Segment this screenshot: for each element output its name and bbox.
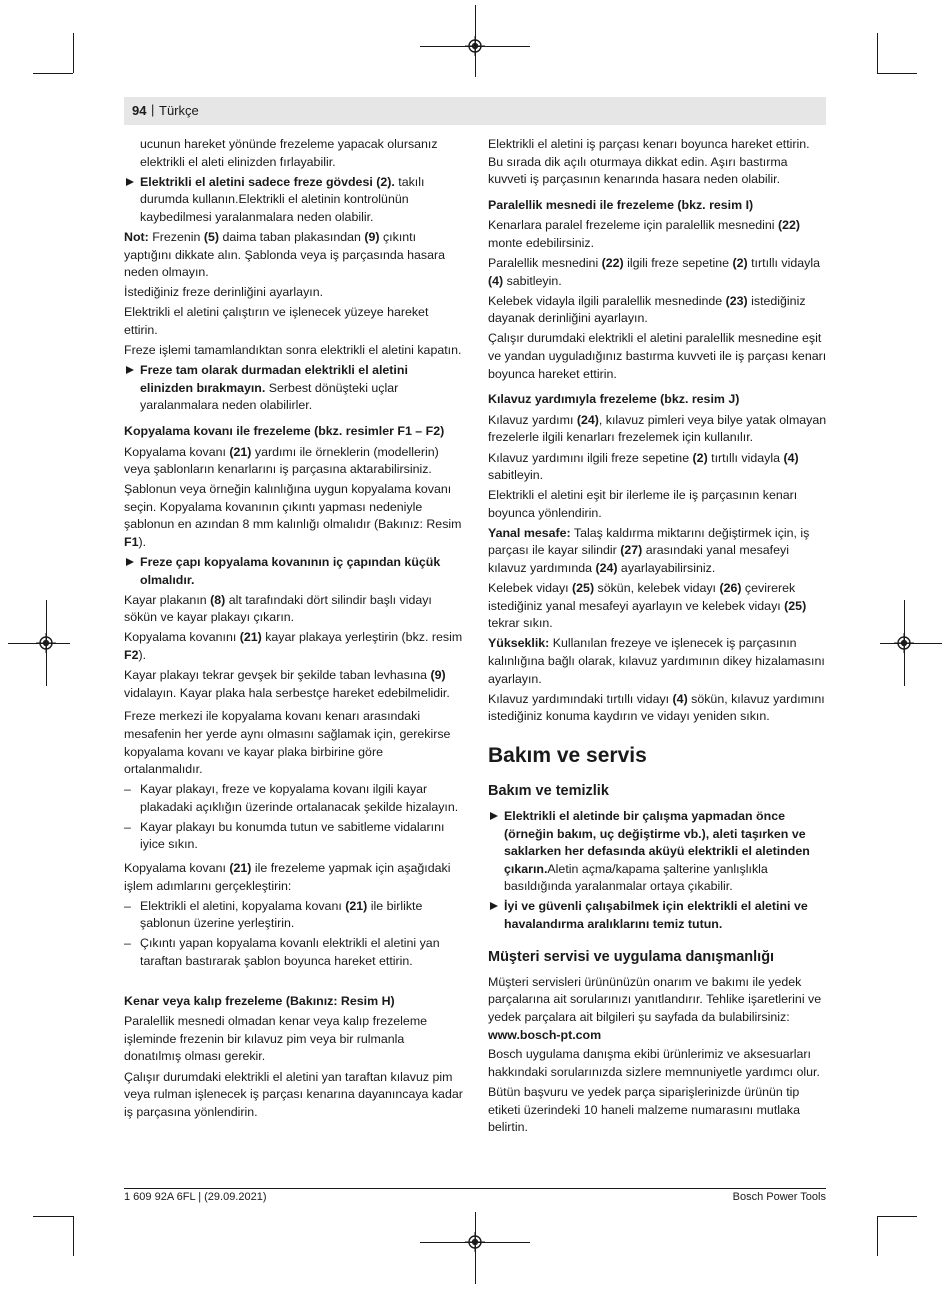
ref: (2) xyxy=(692,450,708,465)
paragraph xyxy=(488,580,828,633)
text: , kılavuz pimleri veya bilye yatak olmayan frezelerle ilgili kenarları frezelemek için kullanılır. xyxy=(488,412,827,445)
text: ). xyxy=(138,534,147,549)
subsection-heading: Müşteri servisi ve uygulama danışmanlığı xyxy=(488,948,775,965)
ref: (5) xyxy=(203,229,220,244)
paragraph: Müşteri servisleri ürününüzün onarım ve bakımı ile yedek parçalarına ait sorularınızı yanıtlandırır. Tehlike işaretlerini ve yedek parçalara ait bilgileri şu sayfada da bulabilirsiniz: xyxy=(488,974,822,1024)
dash-list-item: – Kayar plakayı bu konumda tutun ve sabitleme vidalarını iyice sıkın. xyxy=(124,819,464,854)
paragraph xyxy=(124,592,464,627)
text: kayar plakaya yerleştirin (bkz. resim xyxy=(261,630,463,645)
text: Talaş kaldırma miktarını değiştirmek için, iş parçası ile kayar silindir xyxy=(488,525,810,558)
warning-bullet xyxy=(124,362,464,415)
registration-line xyxy=(475,1212,476,1284)
ref: (9) xyxy=(364,229,380,244)
warning-bullet xyxy=(124,554,464,589)
section-heading: Paralellik mesnedi ile frezeleme (bkz. resim I) xyxy=(488,197,754,212)
ref: F1 xyxy=(124,534,139,549)
paragraph: ucunun hareket yönünde frezeleme yapacak olursanız elektrikli el aleti elinizden fırlayabilir. xyxy=(140,137,438,169)
crop-mark xyxy=(73,33,74,73)
text: Paralellik mesnedini xyxy=(488,256,602,271)
paragraph xyxy=(488,217,828,252)
text: Şablonun veya örneğin kalınlığına uygun kopyalama kovanı seçin. Kopyalama kovanının çıkıntı yapması nedeniyle şablonun en azından 8 mm kalınlığı olmalıdır (Bakınız: Resim xyxy=(124,482,462,532)
paragraph: Freze işlemi tamamlandıktan sonra elektrikli el aletini kapatın. xyxy=(124,343,462,358)
paragraph: Bütün başvuru ve yedek parça siparişlerinizde ürünün tip etiketi üzerindeki 10 haneli malzeme numarasını mutlaka belirtin. xyxy=(488,1085,800,1135)
crop-mark xyxy=(877,1216,878,1256)
paragraph: Freze merkezi ile kopyalama kovanı kenarı arasındaki mesafenin her yerde aynı olmasını sağlamak için, gerekirse kopyalama kovanı ve kayar plaka birbirine göre ortalanmalıdır. xyxy=(124,709,451,777)
text: alt tarafındaki dört silindir başlı vidayı sökün ve kayar plakayı çıkarın. xyxy=(124,592,432,625)
text: Aletin açma/kapama şalterine yanlışlıkla basıldığında yaralanmalar ortaya çıkabilir. xyxy=(504,861,768,894)
ref: (2) xyxy=(732,256,748,271)
header-language: Türkçe xyxy=(159,103,199,118)
url-text[interactable]: www.bosch-pt.com xyxy=(488,1027,602,1042)
paragraph: İstediğiniz freze derinliğini ayarlayın. xyxy=(124,285,324,300)
ref: (22) xyxy=(601,256,624,271)
crop-mark xyxy=(877,33,878,73)
crop-mark xyxy=(877,73,917,74)
bold-text: İyi ve güvenli çalışabilmek için elektrikli el aletini ve havalandırma aralıklarını temiz tutun. xyxy=(504,899,808,931)
ref: (21) xyxy=(229,861,252,876)
chapter-title: Bakım ve servis xyxy=(488,743,647,767)
ref: (8) xyxy=(210,592,226,607)
warning-bullet xyxy=(488,898,828,933)
header-separator: | xyxy=(151,102,155,117)
paragraph: Elektrikli el aletini çalıştırın ve işlenecek yüzeye hareket ettirin. xyxy=(124,305,429,337)
ref: (27) xyxy=(620,543,643,558)
bold-text: Freze çapı kopyalama kovanının iç çapından küçük olmalıdır. xyxy=(140,555,441,587)
warning-bullet xyxy=(124,174,464,227)
page-header xyxy=(124,97,826,125)
ref: (21) xyxy=(345,898,368,913)
paragraph: Paralellik mesnedi olmadan kenar veya kalıp frezeleme işleminde frezenin bir kılavuz pim veya bir rulmanla donatılmış olması gerekir. xyxy=(124,1014,428,1064)
text: Serbest dönüşteki uçlar yaralanmalara neden olabilirler. xyxy=(140,380,399,413)
text: Kopyalama kovanı xyxy=(124,861,230,876)
subsection-heading: Bakım ve temizlik xyxy=(488,782,609,799)
paragraph xyxy=(488,691,828,726)
text: çıkıntı yaptığını dikkate alın. Şablonda veya iş parçasında hasara neden olmayın. xyxy=(124,229,445,280)
text: Kılavuz yardımını ilgili freze sepetine xyxy=(488,450,693,465)
text: Kenarlara paralel frezeleme için paralellik mesnedini xyxy=(488,218,778,233)
text: tırtıllı vidayla xyxy=(707,450,784,465)
text: ile birlikte şablonun üzerine yerleştirin. xyxy=(140,898,423,931)
section-heading: Kılavuz yardımıyla frezeleme (bkz. resim J) xyxy=(488,392,740,407)
text: Kayar plakanın xyxy=(124,592,211,607)
paragraph xyxy=(124,444,464,479)
bold-text: Elektrikli el aletinde bir çalışma yapmadan önce (örneğin bakım, uç değiştirme vb.), aleti taşırken ve saklarken her defasında aküyü elektrikli el aletinden çıkarın. xyxy=(504,808,810,876)
ref: (23) xyxy=(725,293,748,308)
text: takılı durumda kullanın.Elektrikli el aletinin kontrolünün kaybedilmesi yaralanmalara neden olabilir. xyxy=(140,174,425,224)
paragraph: Elektrikli el aletini iş parçası kenarı boyunca hareket ettirin. Bu sırada dik açılı oturmaya dikkat edin. Aşırı bastırma kuvveti iş parçasının kenarında hasara neden olabilir. xyxy=(488,137,810,187)
crop-mark xyxy=(33,73,73,74)
crop-mark xyxy=(877,1216,917,1217)
registration-line xyxy=(880,643,942,644)
paragraph: Bosch uygulama danışma ekibi ürünlerimiz ve aksesuarları hakkındaki sorularınızda sizlere memnuniyetle yardımcı olur. xyxy=(488,1047,820,1080)
ref: (4) xyxy=(672,691,688,706)
text: ). xyxy=(138,648,147,663)
ref: (22) xyxy=(777,218,800,233)
text: sabitleyin. xyxy=(488,468,544,483)
note-label: Not: xyxy=(124,229,149,244)
ref: (24) xyxy=(595,561,618,576)
bold-text: Freze tam olarak durmadan elektrikli el aletini elinizden bırakmayın. xyxy=(140,363,408,395)
paragraph: Elektrikli el aletini eşit bir ilerleme ile iş parçasının kenarı boyunca yönlendirin. xyxy=(488,488,798,520)
dash-list-item: – Çıkıntı yapan kopyalama kovanlı elektrikli el aletini yan taraftan bastırarak şablon boyunca hareket ettirin. xyxy=(124,935,464,970)
text: Kılavuz yardımı xyxy=(488,412,577,427)
text: Kelebek vidayı xyxy=(488,581,573,596)
label: Yükseklik: xyxy=(488,636,550,651)
warning-bullet xyxy=(488,808,828,896)
dash-list-item xyxy=(124,898,464,933)
paragraph xyxy=(488,412,828,447)
text: sabitleyin. xyxy=(503,273,562,288)
paragraph xyxy=(488,450,828,485)
section-heading: Kenar veya kalıp frezeleme (Bakınız: Resim H) xyxy=(124,993,395,1008)
registration-line xyxy=(8,643,70,644)
crop-mark xyxy=(33,1216,73,1217)
text: ilgili freze sepetine xyxy=(623,256,733,271)
text: daima taban plakasından xyxy=(219,229,365,244)
text: tırtıllı vidayla xyxy=(747,256,820,271)
note-paragraph xyxy=(124,229,464,282)
ref: (24) xyxy=(576,412,599,427)
text: monte edebilirsiniz. xyxy=(488,235,595,250)
text: Kopyalama kovanını xyxy=(124,630,240,645)
paragraph xyxy=(124,667,464,702)
text: sökün, kılavuz yardımını istediğiniz konuma kaydırın ve vidayı yeniden sıkın. xyxy=(488,691,825,724)
ref: (21) xyxy=(229,444,252,459)
text: Kılavuz yardımındaki tırtıllı vidayı xyxy=(488,691,673,706)
text: Elektrikli el aletini, kopyalama kovanı xyxy=(140,898,346,913)
bold-text: Elektrikli el aletini sadece freze gövdesi (2). xyxy=(140,174,395,189)
right-column xyxy=(488,136,828,1139)
paragraph xyxy=(488,635,828,688)
page-number: 94 xyxy=(132,103,147,118)
paragraph xyxy=(488,525,828,578)
text: Kelebek vidayla ilgili paralellik mesnedinde xyxy=(488,293,726,308)
text: vidalayın. Kayar plaka hala serbestçe hareket edebilmelidir. xyxy=(124,685,450,700)
text: ayarlayabilirsiniz. xyxy=(617,561,716,576)
text: ile frezeleme yapmak için aşağıdaki işlem adımlarını gerçekleştirin: xyxy=(124,861,451,893)
crop-mark xyxy=(73,1216,74,1256)
paragraph xyxy=(488,255,828,290)
registration-line xyxy=(475,5,476,77)
text: Frezenin xyxy=(148,229,204,244)
footer-rule xyxy=(124,1188,826,1189)
label: Yanal mesafe: xyxy=(488,525,571,540)
website-link[interactable] xyxy=(488,1027,828,1045)
ref: (4) xyxy=(488,273,504,288)
text: Kullanılan frezeye ve işlenecek iş parçasının kalınlığına bağlı olarak, kılavuz yardımının dikey hizalamasını ayarlayın. xyxy=(488,636,825,686)
ref: (25) xyxy=(784,598,807,613)
text: çevirerek istediğiniz yanal mesafeyi ayarlayın ve kelebek vidayı xyxy=(488,581,796,613)
footer-brand: Bosch Power Tools xyxy=(732,1191,826,1203)
paragraph xyxy=(488,293,828,328)
text: sökün, kelebek vidayı xyxy=(594,581,720,596)
left-column xyxy=(124,136,464,1124)
ref: F2 xyxy=(124,648,139,663)
ref: (25) xyxy=(572,581,595,596)
text: Kopyalama kovanı xyxy=(124,444,230,459)
text: Kayar plakayı tekrar gevşek bir şekilde taban levhasına xyxy=(124,668,431,683)
paragraph xyxy=(124,629,464,664)
text: istediğiniz dayanak derinliğini ayarlayın. xyxy=(488,293,806,326)
paragraph: Çalışır durumdaki elektrikli el aletini yan taraftan kılavuz pim veya rulman işlenecek iş parçası kenarına dayanıncaya kadar iş parçasına yönlendirin. xyxy=(124,1069,463,1119)
paragraph: Çalışır durumdaki elektrikli el aletini paralellik mesnedine eşit ve yandan uyguladığınız bastırma kuvveti ile iş parçası kenarı boyunca hareket ettirin. xyxy=(488,331,827,381)
text: tekrar sıkın. xyxy=(488,616,553,631)
dash-list-item: – Kayar plakayı, freze ve kopyalama kovanı ilgili kayar plakadaki açıklığın üzerinde ortalanacak şekilde hizalayın. xyxy=(124,781,464,816)
ref: (4) xyxy=(783,450,799,465)
ref: (26) xyxy=(719,581,742,596)
ref: (21) xyxy=(239,630,262,645)
footer-doc-id: 1 609 92A 6FL | (29.09.2021) xyxy=(124,1191,267,1203)
paragraph xyxy=(124,481,464,551)
section-heading: Kopyalama kovanı ile frezeleme (bkz. resimler F1 – F2) xyxy=(124,423,445,438)
paragraph xyxy=(124,860,464,895)
text: yardımı ile örneklerin (modellerin) veya şablonların kenarlarını iş parçasına aktarabilirsiniz. xyxy=(124,444,439,477)
ref: (9) xyxy=(430,668,446,683)
text: arasındaki yanal mesafeyi kılavuz yardımında xyxy=(488,543,789,576)
